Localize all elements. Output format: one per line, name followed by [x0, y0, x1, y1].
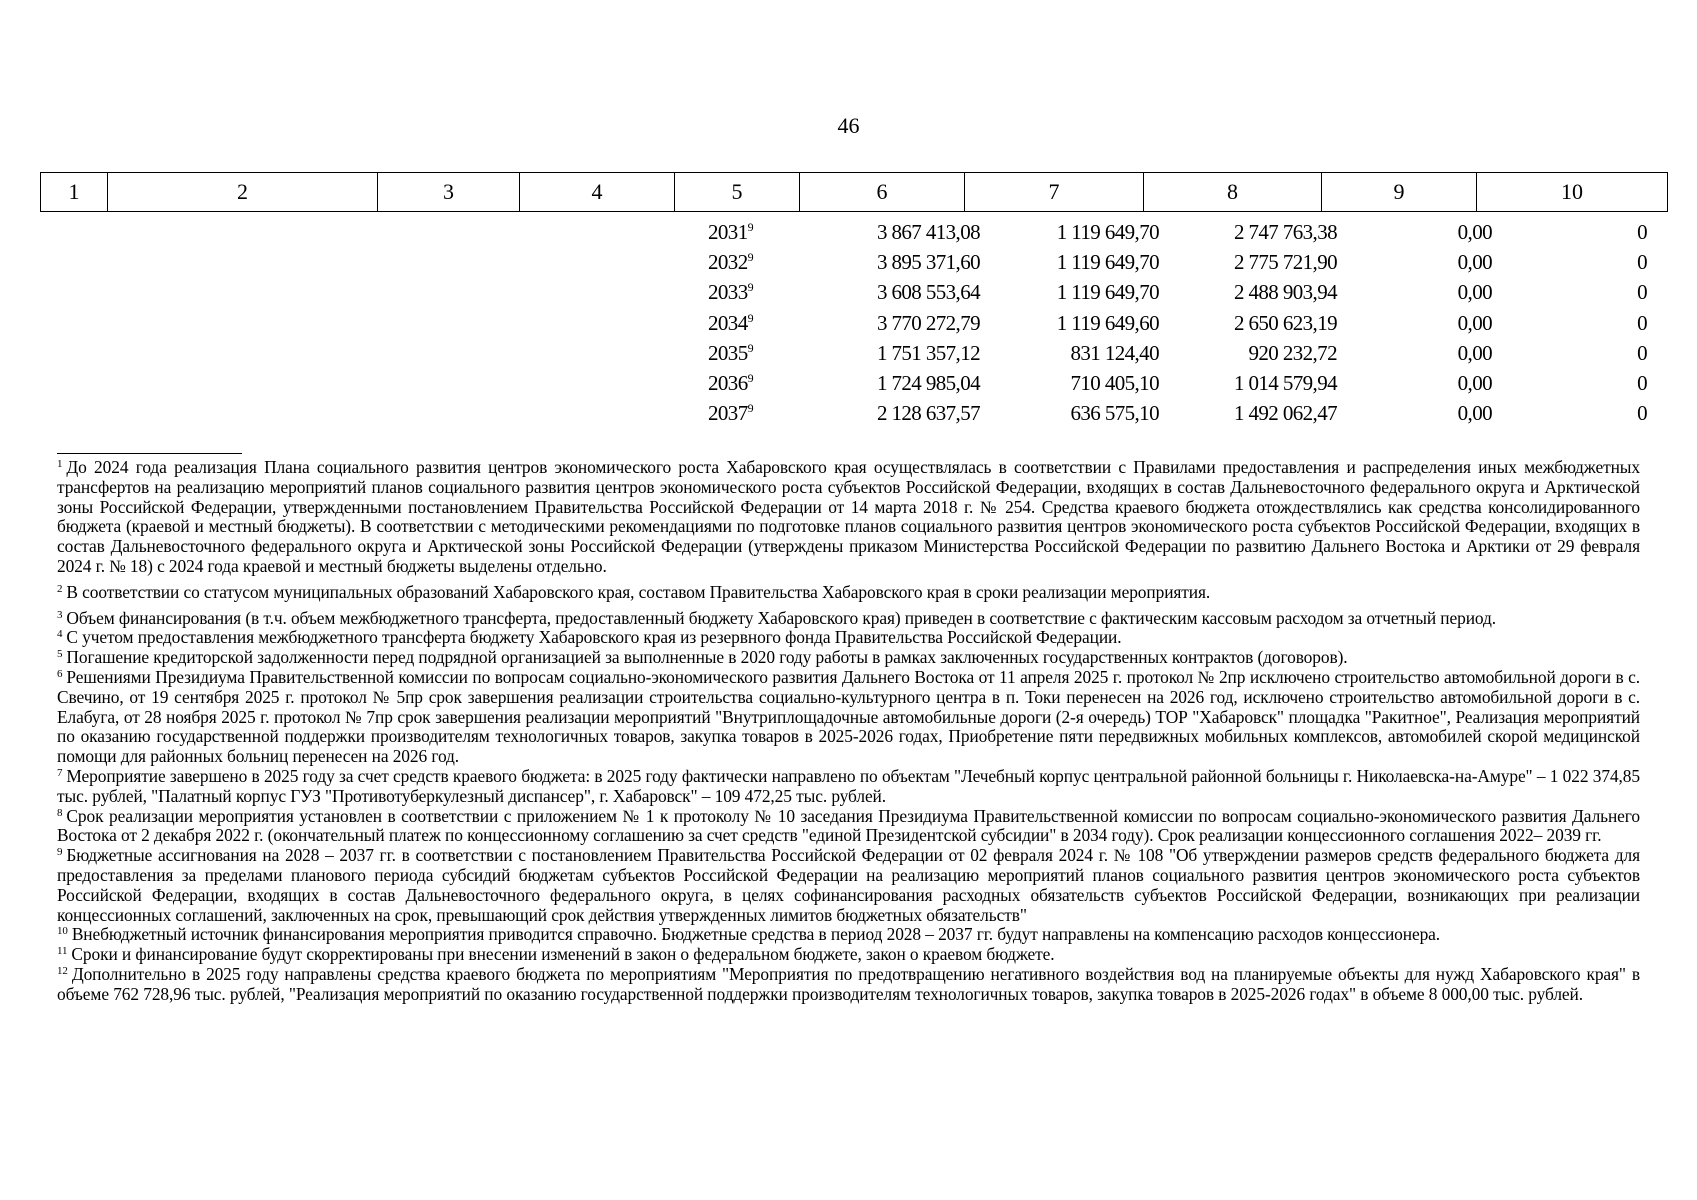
total-cell: 3 895 371,60: [876, 249, 980, 274]
year-cell: [690, 368, 815, 398]
total-cell: 1 751 357,12: [876, 340, 980, 365]
local-cell: 0,00: [1457, 280, 1492, 305]
federal-cell: 1 119 649,70: [1056, 280, 1159, 305]
header-row: [41, 173, 1668, 212]
extrabudget-cell: 0: [1637, 310, 1647, 335]
footnote-ref: 9: [747, 249, 754, 264]
year-value: 2036: [708, 371, 748, 396]
col-number-3: 3: [378, 173, 520, 212]
federal-cell: 1 119 649,70: [1056, 219, 1159, 244]
footnote-ref: 9: [747, 310, 754, 325]
regional-cell: 1 492 062,47: [1233, 401, 1337, 426]
year-value: 2037: [708, 401, 748, 426]
local-cell: 0,00: [1457, 371, 1492, 396]
footnote-text: Решениями Президиума Правительственной комиссии по вопросам социально-экономического развития Дальнего Востока от 11 апреля 2025 г. протокол № 2пр исключено строительство автомобильной дороги в с. Свечино, от 19 сентября 2025 г. протокол № 5пр срок завершения реализации строительства социально-культурного центра в п. Токи перенесен на 2026 год, исключено строительство автомобильной дороги в с. Елабуга, от 28 ноября 2025 г. протокол № 7пр срок завершения реализации мероприятий "Внутриплощадочные автомобильные дороги (2-я очередь) ТОР "Хабаровск" площадка "Ракитное", Реализация мероприятий по оказанию государственной поддержки производителям технологичных товаров, закупка товаров в 2025-2026 годах, Приобретение пяти передвижных мобильных комплексов, автомобилей скорой медицинской помощи для районных больниц перенесен на 2026 год.: [57, 666, 1640, 767]
footnote-number: 7: [57, 766, 63, 779]
footnote-number: 2: [57, 582, 63, 595]
footnote-number: 11: [57, 945, 68, 958]
footnote-text: С учетом предоставления межбюджетного трансферта бюджету Хабаровского края из резервного фонда Правительства Российской Федерации.: [66, 627, 1122, 648]
extrabudget-cell: 0: [1637, 401, 1647, 426]
year-value: 2031: [708, 219, 748, 244]
table-row: [690, 217, 1647, 247]
footnote-11: [57, 945, 1640, 965]
footnote-text: Сроки и финансирование будут скорректированы при внесении изменений в закон о федеральном бюджете, закон о краевом бюджете.: [71, 944, 1055, 965]
year-cell: [690, 278, 815, 308]
col-number-1: 1: [41, 173, 108, 212]
footnote-ref: 9: [747, 371, 754, 386]
col-number-10: 10: [1477, 173, 1668, 212]
footnote-4: [57, 628, 1640, 648]
extrabudget-cell: 0: [1637, 340, 1647, 365]
year-value: 2033: [708, 280, 748, 305]
footnotes: [57, 458, 1640, 1005]
footnote-number: 12: [57, 964, 68, 977]
regional-cell: 920 232,72: [1248, 340, 1337, 365]
table-row: [690, 278, 1647, 308]
col-number-8: 8: [1144, 173, 1322, 212]
regional-cell: 1 014 579,94: [1233, 371, 1337, 396]
extrabudget-cell: 0: [1637, 280, 1647, 305]
col-number-6: 6: [800, 173, 965, 212]
page-number: 46: [837, 113, 860, 138]
table-row: [690, 308, 1647, 338]
footnote-10: [57, 925, 1640, 945]
footnote-number: 4: [57, 628, 63, 641]
footnote-9: [57, 846, 1640, 925]
col-number-7: 7: [965, 173, 1144, 212]
federal-cell: 831 124,40: [1070, 340, 1159, 365]
year-value: 2034: [708, 310, 748, 335]
table-row: [690, 338, 1647, 368]
federal-cell: 710 405,10: [1070, 371, 1159, 396]
footnote-number: 9: [57, 846, 63, 859]
col-number-4: 4: [520, 173, 675, 212]
federal-cell: 1 119 649,70: [1056, 249, 1159, 274]
footnote-text: Дополнительно в 2025 году направлены средства краевого бюджета по мероприятиям "Мероприятия по предотвращению негативного воздействия вод на планируемые объекты для нужд Хабаровского края" в объеме 762 728,96 тыс. рублей, "Реализация мероприятий по оказанию государственной поддержки производителям технологичных товаров, закупка товаров в 2025-2026 годах" в объеме 8 000,00 тыс. рублей.: [57, 963, 1640, 1004]
year-cell: [690, 247, 815, 277]
footnote-12: [57, 965, 1640, 1005]
year-value: 2032: [708, 249, 748, 274]
footnote-text: Мероприятие завершено в 2025 году за счет средств краевого бюджета: в 2025 году фактически направлено по объектам "Лечебный корпус центральной районной больницы г. Николаевска-на-Амуре" – 1 022 374,85 тыс. рублей, "Палатный корпус ГУЗ "Противотуберкулезный диспансер", г. Хабаровск" – 109 472,25 тыс. рублей.: [57, 765, 1640, 806]
year-cell: [690, 338, 815, 368]
footnote-number: 1: [57, 458, 63, 470]
col-number-5: 5: [675, 173, 800, 212]
year-cell: [690, 399, 815, 429]
footnote-number: 6: [57, 667, 63, 680]
federal-cell: 1 119 649,60: [1056, 310, 1159, 335]
footnote-text: Погашение кредиторской задолженности перед подрядной организацией за выполненные в 2020 году работы в рамках заключенных государственных контрактов (договоров).: [66, 647, 1348, 668]
total-cell: 3 608 553,64: [876, 280, 980, 305]
footnote-8: [57, 807, 1640, 847]
footnote-7: [57, 767, 1640, 807]
table-row: [690, 247, 1647, 277]
extrabudget-cell: 0: [1637, 249, 1647, 274]
regional-cell: 2 650 623,19: [1233, 310, 1337, 335]
col-number-2: 2: [108, 173, 378, 212]
year-cell: [690, 217, 815, 247]
footnote-number: 8: [57, 806, 63, 819]
local-cell: 0,00: [1457, 219, 1492, 244]
footnote-number: 5: [57, 648, 63, 661]
total-cell: 2 128 637,57: [876, 401, 980, 426]
local-cell: 0,00: [1457, 340, 1492, 365]
total-cell: 3 770 272,79: [876, 310, 980, 335]
table-row: [690, 368, 1647, 398]
footnote-text: Срок реализации мероприятия установлен в соответствии с приложением № 1 к протоколу № 10 заседания Президиума Правительственной комиссии по вопросам социально-экономического развития Дальнего Востока от 2 декабря 2022 г. (окончательный платеж по концессионному соглашению за счет средств "единой Президентской субсидии" в 2034 году). Срок реализации концессионного соглашения 2022– 2039 гг.: [57, 805, 1640, 846]
footnote-5: [57, 648, 1640, 668]
footnote-6: [57, 668, 1640, 767]
table-row: [690, 399, 1647, 429]
footnote-text: Объем финансирования (в т.ч. объем межбюджетного трансферта, предоставленный бюджету Хабаровского края) приведен в соответствие с фактическим кассовым расходом за отчетный период.: [66, 607, 1497, 628]
regional-cell: 2 747 763,38: [1233, 219, 1337, 244]
footnote-text: До 2024 года реализация Плана социального развития центров экономического роста Хабаровского края осуществлялась в соответствии с Правилами предоставления и распределения иных межбюджетных трансфертов на реализацию мероприятий планов социального развития центров экономического роста субъектов Российской Федерации, входящих в состав Дальневосточного федерального округа и Арктической зоны Российской Федерации, утвержденными постановлением Правительства Российской Федерации от 14 марта 2018 г. № 254. Средства краевого бюджета отождествлялись как средства консолидированного бюджета (краевой и местный бюджеты). В соответствии с методическими рекомендациями по подготовке планов социального развития центров экономического роста субъектов Российской Федерации, входящих в состав Дальневосточного федерального округа и Арктической зоны Российской Федерации (утверждены приказом Министерства Российской Федерации по развитию Дальнего Востока и Арктики от 29 февраля 2024 г. № 18) с 2024 года краевой и местный бюджеты выделены отдельно.: [57, 457, 1640, 576]
footnote-number: 3: [57, 608, 63, 621]
extrabudget-cell: 0: [1637, 371, 1647, 396]
footnote-text: Внебюджетный источник финансирования мероприятия приводится справочно. Бюджетные средства в период 2028 – 2037 гг. будут направлены на компенсацию расходов концессионера.: [71, 924, 1441, 945]
year-cell: [690, 308, 815, 338]
footnote-ref: 9: [747, 340, 754, 355]
funding-table: [690, 217, 1647, 429]
footnote-1: [57, 458, 1640, 577]
column-number-header: [40, 172, 1668, 212]
footnote-separator: [57, 453, 242, 454]
footnote-ref: 9: [747, 401, 754, 416]
total-cell: 1 724 985,04: [876, 371, 980, 396]
footnote-3: [57, 609, 1640, 629]
local-cell: 0,00: [1457, 249, 1492, 274]
local-cell: 0,00: [1457, 310, 1492, 335]
regional-cell: 2 775 721,90: [1233, 249, 1337, 274]
extrabudget-cell: 0: [1637, 219, 1647, 244]
footnote-text: Бюджетные ассигнования на 2028 – 2037 гг. в соответствии с постановлением Правительства Российской Федерации от 02 февраля 2024 г. № 108 "Об утверждении размеров средств федерального бюджета для предоставления за пределами планового периода субсидий бюджетам субъектов Российской Федерации на реализацию мероприятий планов социального развития центров экономического роста субъектов Российской Федерации, входящих в состав Дальневосточного федерального округа, в целях софинансирования расходных обязательств субъектов Российской Федерации, возникающих при реализации концессионных соглашений, заключенных на срок, превышающий срок действия утвержденных лимитов бюджетных обязательств": [57, 845, 1640, 925]
regional-cell: 2 488 903,94: [1233, 280, 1337, 305]
total-cell: 3 867 413,08: [876, 219, 980, 244]
footnote-ref: 9: [747, 280, 754, 295]
year-value: 2035: [708, 340, 748, 365]
federal-cell: 636 575,10: [1070, 401, 1159, 426]
footnote-2: [57, 583, 1640, 603]
footnote-text: В соответствии со статусом муниципальных образований Хабаровского края, составом Правительства Хабаровского края в сроки реализации мероприятия.: [66, 581, 1211, 602]
local-cell: 0,00: [1457, 401, 1492, 426]
footnote-number: 10: [57, 925, 68, 938]
col-number-9: 9: [1322, 173, 1477, 212]
footnote-ref: 9: [747, 219, 754, 234]
